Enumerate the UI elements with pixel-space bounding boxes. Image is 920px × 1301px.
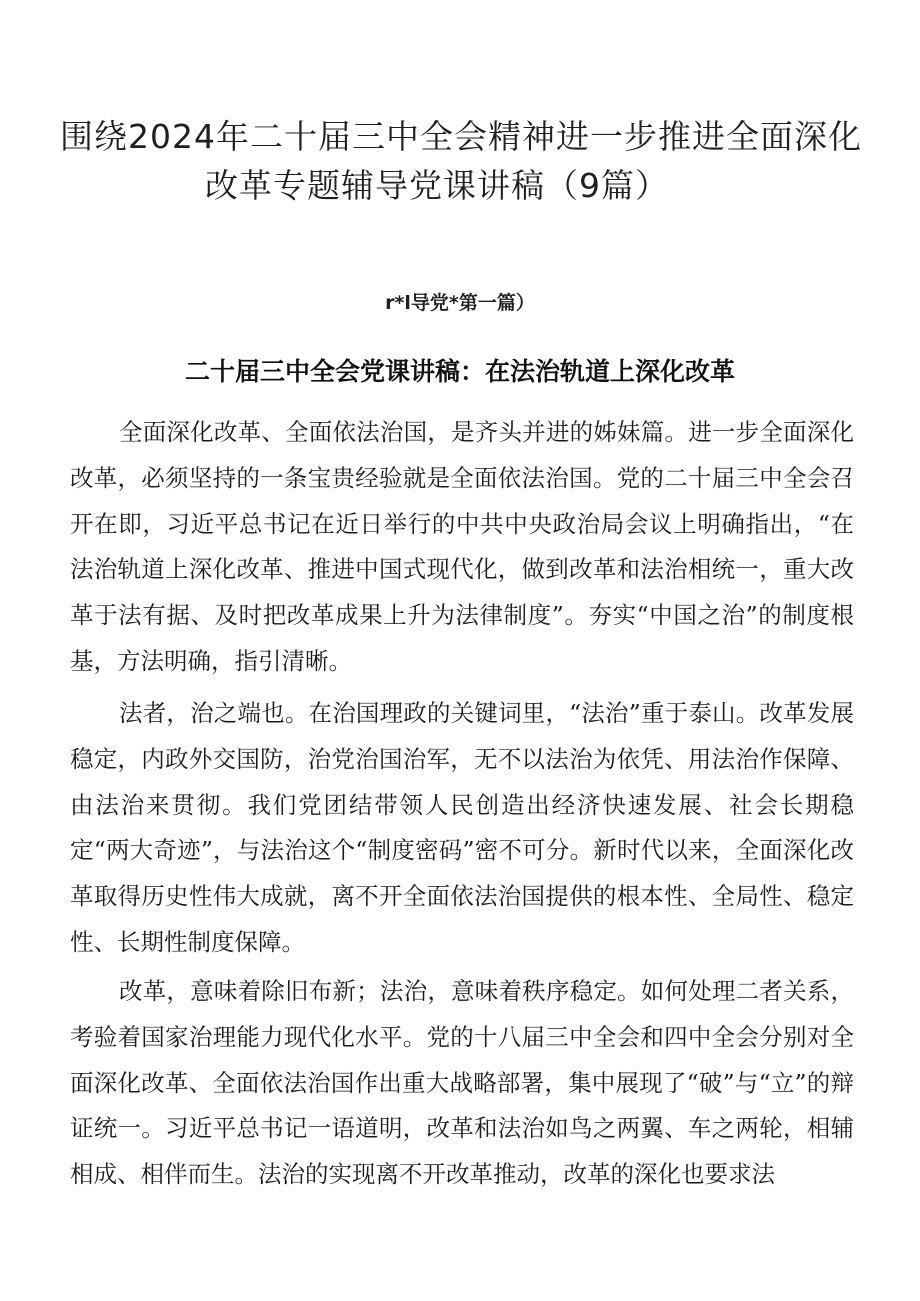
document-title-line-1: 围绕2024年二十届三中全会精神进一步推进全面深化: [60, 117, 862, 156]
section-label: r*l导党*第一篇）: [385, 292, 535, 314]
body-paragraph-2: 法者，治之端也。在治国理政的关键词里，“法治”重于泰山。改革发展稳定，内政外交国防，治党治国治军，无不以法治为依凭、用法治作保障、由法治来贯彻。我们党团结带领人民创造出经济快速发展、社会长期稳定“两大奇迹”，与法治这个“制度密码”密不可分。新时代以来，全面深化改革取得历史性伟大成就，离不开全面依法治国提供的根本性、全局性、稳定性、长期性制度保障。: [70, 699, 854, 956]
body-paragraph-1: 全面深化改革、全面依法治国，是齐头并进的姊妹篇。进一步全面深化改革，必须坚持的一条宝贵经验就是全面依法治国。党的二十届三中全会召开在即，习近平总书记在近日举行的中共中央政治局会议上明确指出，“在法治轨道上深化改革、推进中国式现代化，做到改革和法治相统一，重大改革于法有据、及时把改革成果上升为法律制度”。夯实“中国之治”的制度根基，方法明确，指引清晰。: [70, 418, 854, 675]
body-paragraph-3: 改革，意味着除旧布新；法治，意味着秩序稳定。如何处理二者关系，考验着国家治理能力现代化水平。党的十八届三中全会和四中全会分别对全面深化改革、全面依法治国作出重大战略部署，集中展现了“破”与“立”的辩证统一。习近平总书记一语道明，改革和法治如鸟之两翼、车之两轮，相辅相成、相伴而生。法治的实现离不开改革推动，改革的深化也要求法: [70, 977, 854, 1189]
document-title-line-2: 改革专题辅导党课讲稿（9篇）: [205, 166, 669, 205]
article-subtitle: 二十届三中全会党课讲稿：在法治轨道上深化改革: [184, 357, 735, 386]
